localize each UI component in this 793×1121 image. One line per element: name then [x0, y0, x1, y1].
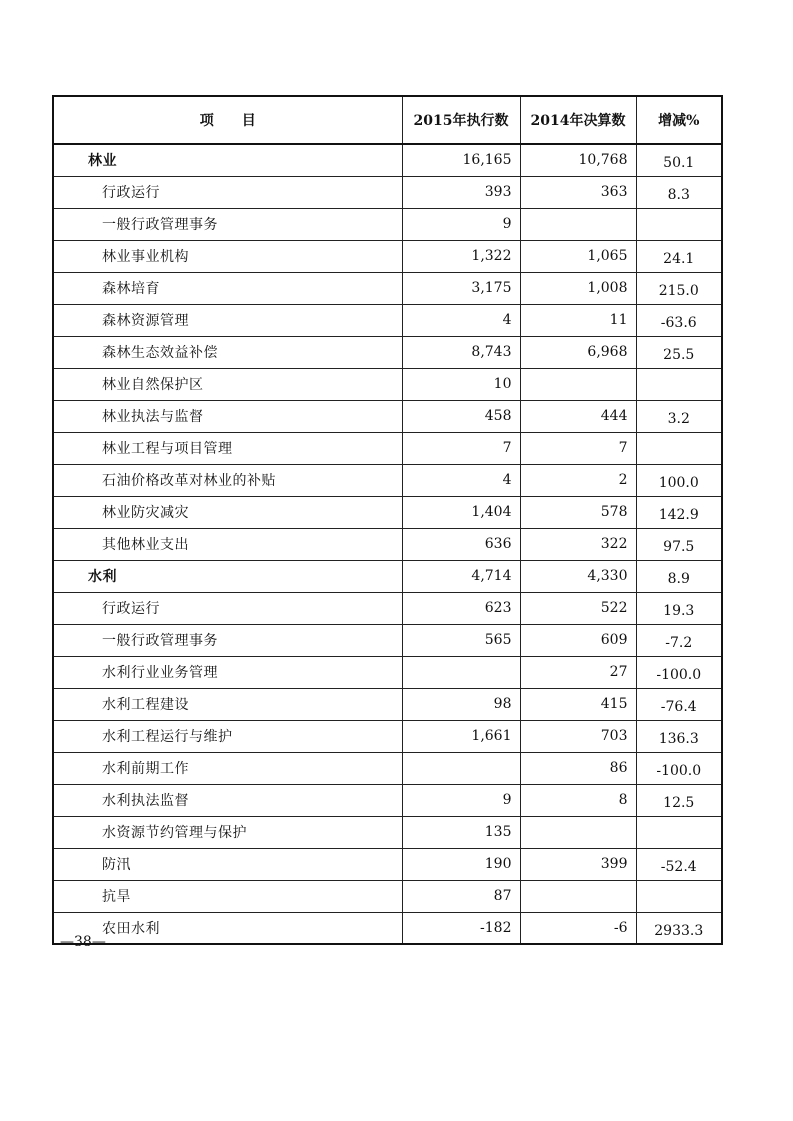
final-2014-cell: 363 — [520, 176, 636, 208]
final-2014-cell: 399 — [520, 848, 636, 880]
exec-2015-cell: 1,404 — [402, 496, 520, 528]
exec-2015-cell: 393 — [402, 176, 520, 208]
exec-2015-cell: 9 — [402, 784, 520, 816]
table-row — [53, 304, 722, 336]
exec-2015-cell: 4 — [402, 304, 520, 336]
change-pct-cell — [636, 368, 722, 400]
item-name-cell: 农田水利 — [53, 912, 402, 944]
exec-2015-cell: 7 — [402, 432, 520, 464]
table-row — [53, 400, 722, 432]
table-row — [53, 784, 722, 816]
item-name-cell: 其他林业支出 — [53, 528, 402, 560]
change-pct-cell: 8.3 — [636, 176, 722, 208]
table-row — [53, 496, 722, 528]
item-name-cell: 行政运行 — [53, 592, 402, 624]
change-pct-cell: 19.3 — [636, 592, 722, 624]
exec-2015-cell: 135 — [402, 816, 520, 848]
item-name-cell: 水利 — [53, 560, 402, 592]
change-pct-cell: 142.9 — [636, 496, 722, 528]
item-name-cell: 森林培育 — [53, 272, 402, 304]
page-number: —38— — [60, 934, 106, 950]
change-pct-cell: 8.9 — [636, 560, 722, 592]
item-name-cell: 林业自然保护区 — [53, 368, 402, 400]
final-2014-cell: 86 — [520, 752, 636, 784]
final-2014-cell: 1,008 — [520, 272, 636, 304]
header-exec-2015: 2015年执行数 — [402, 96, 520, 144]
change-pct-cell — [636, 208, 722, 240]
final-2014-cell: 415 — [520, 688, 636, 720]
change-pct-cell: -63.6 — [636, 304, 722, 336]
table-row — [53, 752, 722, 784]
final-2014-cell: 11 — [520, 304, 636, 336]
table-row — [53, 272, 722, 304]
exec-2015-cell: 1,661 — [402, 720, 520, 752]
final-2014-cell — [520, 880, 636, 912]
item-name-cell: 一般行政管理事务 — [53, 624, 402, 656]
change-pct-cell: 25.5 — [636, 336, 722, 368]
final-2014-cell: 322 — [520, 528, 636, 560]
exec-2015-cell: 623 — [402, 592, 520, 624]
header-change-pct: 增减% — [636, 96, 722, 144]
final-2014-cell: 522 — [520, 592, 636, 624]
item-name-cell: 林业事业机构 — [53, 240, 402, 272]
table-body — [53, 144, 722, 944]
item-name-cell: 森林生态效益补偿 — [53, 336, 402, 368]
table-row-category — [53, 144, 722, 176]
item-name-cell: 水利工程运行与维护 — [53, 720, 402, 752]
table-row — [53, 240, 722, 272]
exec-2015-cell: 98 — [402, 688, 520, 720]
exec-2015-cell — [402, 752, 520, 784]
exec-2015-cell: -182 — [402, 912, 520, 944]
final-2014-cell: 8 — [520, 784, 636, 816]
exec-2015-cell — [402, 656, 520, 688]
change-pct-cell: -52.4 — [636, 848, 722, 880]
exec-2015-cell: 10 — [402, 368, 520, 400]
final-2014-cell — [520, 368, 636, 400]
table-row — [53, 336, 722, 368]
item-name-cell: 石油价格改革对林业的补贴 — [53, 464, 402, 496]
change-pct-cell: -76.4 — [636, 688, 722, 720]
table-row — [53, 816, 722, 848]
exec-2015-cell: 458 — [402, 400, 520, 432]
item-name-cell: 林业防灾减灾 — [53, 496, 402, 528]
item-name-cell: 水利工程建设 — [53, 688, 402, 720]
change-pct-cell: 136.3 — [636, 720, 722, 752]
table-row — [53, 432, 722, 464]
final-2014-cell — [520, 208, 636, 240]
item-name-cell: 林业执法与监督 — [53, 400, 402, 432]
final-2014-cell: 1,065 — [520, 240, 636, 272]
item-name-cell: 林业 — [53, 144, 402, 176]
table-row — [53, 592, 722, 624]
change-pct-cell — [636, 880, 722, 912]
table-row — [53, 208, 722, 240]
final-2014-cell: 27 — [520, 656, 636, 688]
exec-2015-cell: 4,714 — [402, 560, 520, 592]
change-pct-cell: -100.0 — [636, 656, 722, 688]
item-name-cell: 防汛 — [53, 848, 402, 880]
final-2014-cell: -6 — [520, 912, 636, 944]
item-name-cell: 水资源节约管理与保护 — [53, 816, 402, 848]
exec-2015-cell: 3,175 — [402, 272, 520, 304]
table-row — [53, 688, 722, 720]
table-row — [53, 464, 722, 496]
item-name-cell: 一般行政管理事务 — [53, 208, 402, 240]
exec-2015-cell: 565 — [402, 624, 520, 656]
change-pct-cell: 2933.3 — [636, 912, 722, 944]
final-2014-cell: 10,768 — [520, 144, 636, 176]
table-row — [53, 848, 722, 880]
exec-2015-cell: 8,743 — [402, 336, 520, 368]
item-name-cell: 森林资源管理 — [53, 304, 402, 336]
item-name-cell: 行政运行 — [53, 176, 402, 208]
item-name-cell: 水利执法监督 — [53, 784, 402, 816]
exec-2015-cell: 4 — [402, 464, 520, 496]
header-final-2014: 2014年决算数 — [520, 96, 636, 144]
table-row — [53, 880, 722, 912]
table-row-category — [53, 560, 722, 592]
table-row — [53, 912, 722, 944]
change-pct-cell: 50.1 — [636, 144, 722, 176]
table-row — [53, 528, 722, 560]
change-pct-cell: 100.0 — [636, 464, 722, 496]
change-pct-cell — [636, 816, 722, 848]
final-2014-cell: 703 — [520, 720, 636, 752]
item-name-cell: 水利行业业务管理 — [53, 656, 402, 688]
change-pct-cell: 12.5 — [636, 784, 722, 816]
item-name-cell: 林业工程与项目管理 — [53, 432, 402, 464]
header-row — [53, 96, 722, 144]
final-2014-cell — [520, 816, 636, 848]
table-row — [53, 720, 722, 752]
exec-2015-cell: 16,165 — [402, 144, 520, 176]
final-2014-cell: 2 — [520, 464, 636, 496]
exec-2015-cell: 636 — [402, 528, 520, 560]
item-name-cell: 水利前期工作 — [53, 752, 402, 784]
final-2014-cell: 7 — [520, 432, 636, 464]
change-pct-cell — [636, 432, 722, 464]
table-row — [53, 656, 722, 688]
final-2014-cell: 444 — [520, 400, 636, 432]
budget-table — [52, 95, 723, 945]
change-pct-cell: -7.2 — [636, 624, 722, 656]
change-pct-cell: 215.0 — [636, 272, 722, 304]
final-2014-cell: 6,968 — [520, 336, 636, 368]
final-2014-cell: 609 — [520, 624, 636, 656]
item-name-cell: 抗旱 — [53, 880, 402, 912]
table-header — [53, 96, 722, 144]
table-row — [53, 368, 722, 400]
final-2014-cell: 578 — [520, 496, 636, 528]
table-row — [53, 176, 722, 208]
change-pct-cell: 24.1 — [636, 240, 722, 272]
exec-2015-cell: 9 — [402, 208, 520, 240]
table-row — [53, 624, 722, 656]
header-item: 项 目 — [53, 96, 402, 144]
exec-2015-cell: 87 — [402, 880, 520, 912]
exec-2015-cell: 190 — [402, 848, 520, 880]
change-pct-cell: -100.0 — [636, 752, 722, 784]
change-pct-cell: 3.2 — [636, 400, 722, 432]
final-2014-cell: 4,330 — [520, 560, 636, 592]
change-pct-cell: 97.5 — [636, 528, 722, 560]
exec-2015-cell: 1,322 — [402, 240, 520, 272]
